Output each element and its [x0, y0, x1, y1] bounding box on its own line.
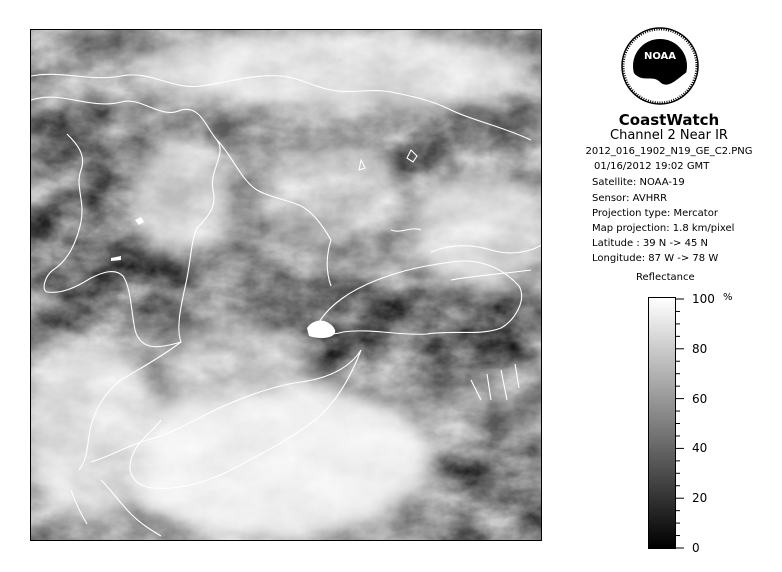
satellite-image-map	[30, 29, 542, 541]
projection-type-label: Projection type: Mercator	[592, 208, 718, 219]
observation-datetime: 01/16/2012 19:02 GMT	[594, 161, 710, 172]
reflectance-colorbar	[648, 297, 676, 549]
sensor-label: Sensor: AVHRR	[592, 193, 668, 204]
latitude-range-label: Latitude : 39 N -> 45 N	[592, 238, 708, 249]
colorbar-tick-label: 40	[692, 441, 708, 456]
channel-subtitle: Channel 2 Near IR	[610, 128, 728, 143]
longitude-range-label: Longitude: 87 W -> 78 W	[592, 253, 719, 264]
colorbar-tick-label: 100	[692, 292, 715, 306]
satellite-label: Satellite: NOAA-19	[592, 177, 685, 188]
map-graphic	[31, 30, 542, 541]
map-projection-label: Map projection: 1.8 km/pixel	[592, 223, 735, 234]
colorbar-tick-label: 60	[692, 391, 708, 406]
legend-unit: %	[723, 292, 733, 303]
colorbar-tick-label: 80	[692, 341, 708, 356]
logo-text: NOAA	[643, 51, 677, 62]
colorbar-tick-label: 0	[692, 541, 700, 555]
legend-title: Reflectance	[636, 272, 695, 283]
image-filename: 2012_016_1902_N19_GE_C2.PNG	[585, 146, 753, 157]
noaa-logo-icon	[620, 26, 700, 106]
colorbar-axis	[676, 297, 736, 551]
page-title: CoastWatch	[618, 111, 720, 129]
colorbar-tick-label: 20	[692, 491, 708, 506]
